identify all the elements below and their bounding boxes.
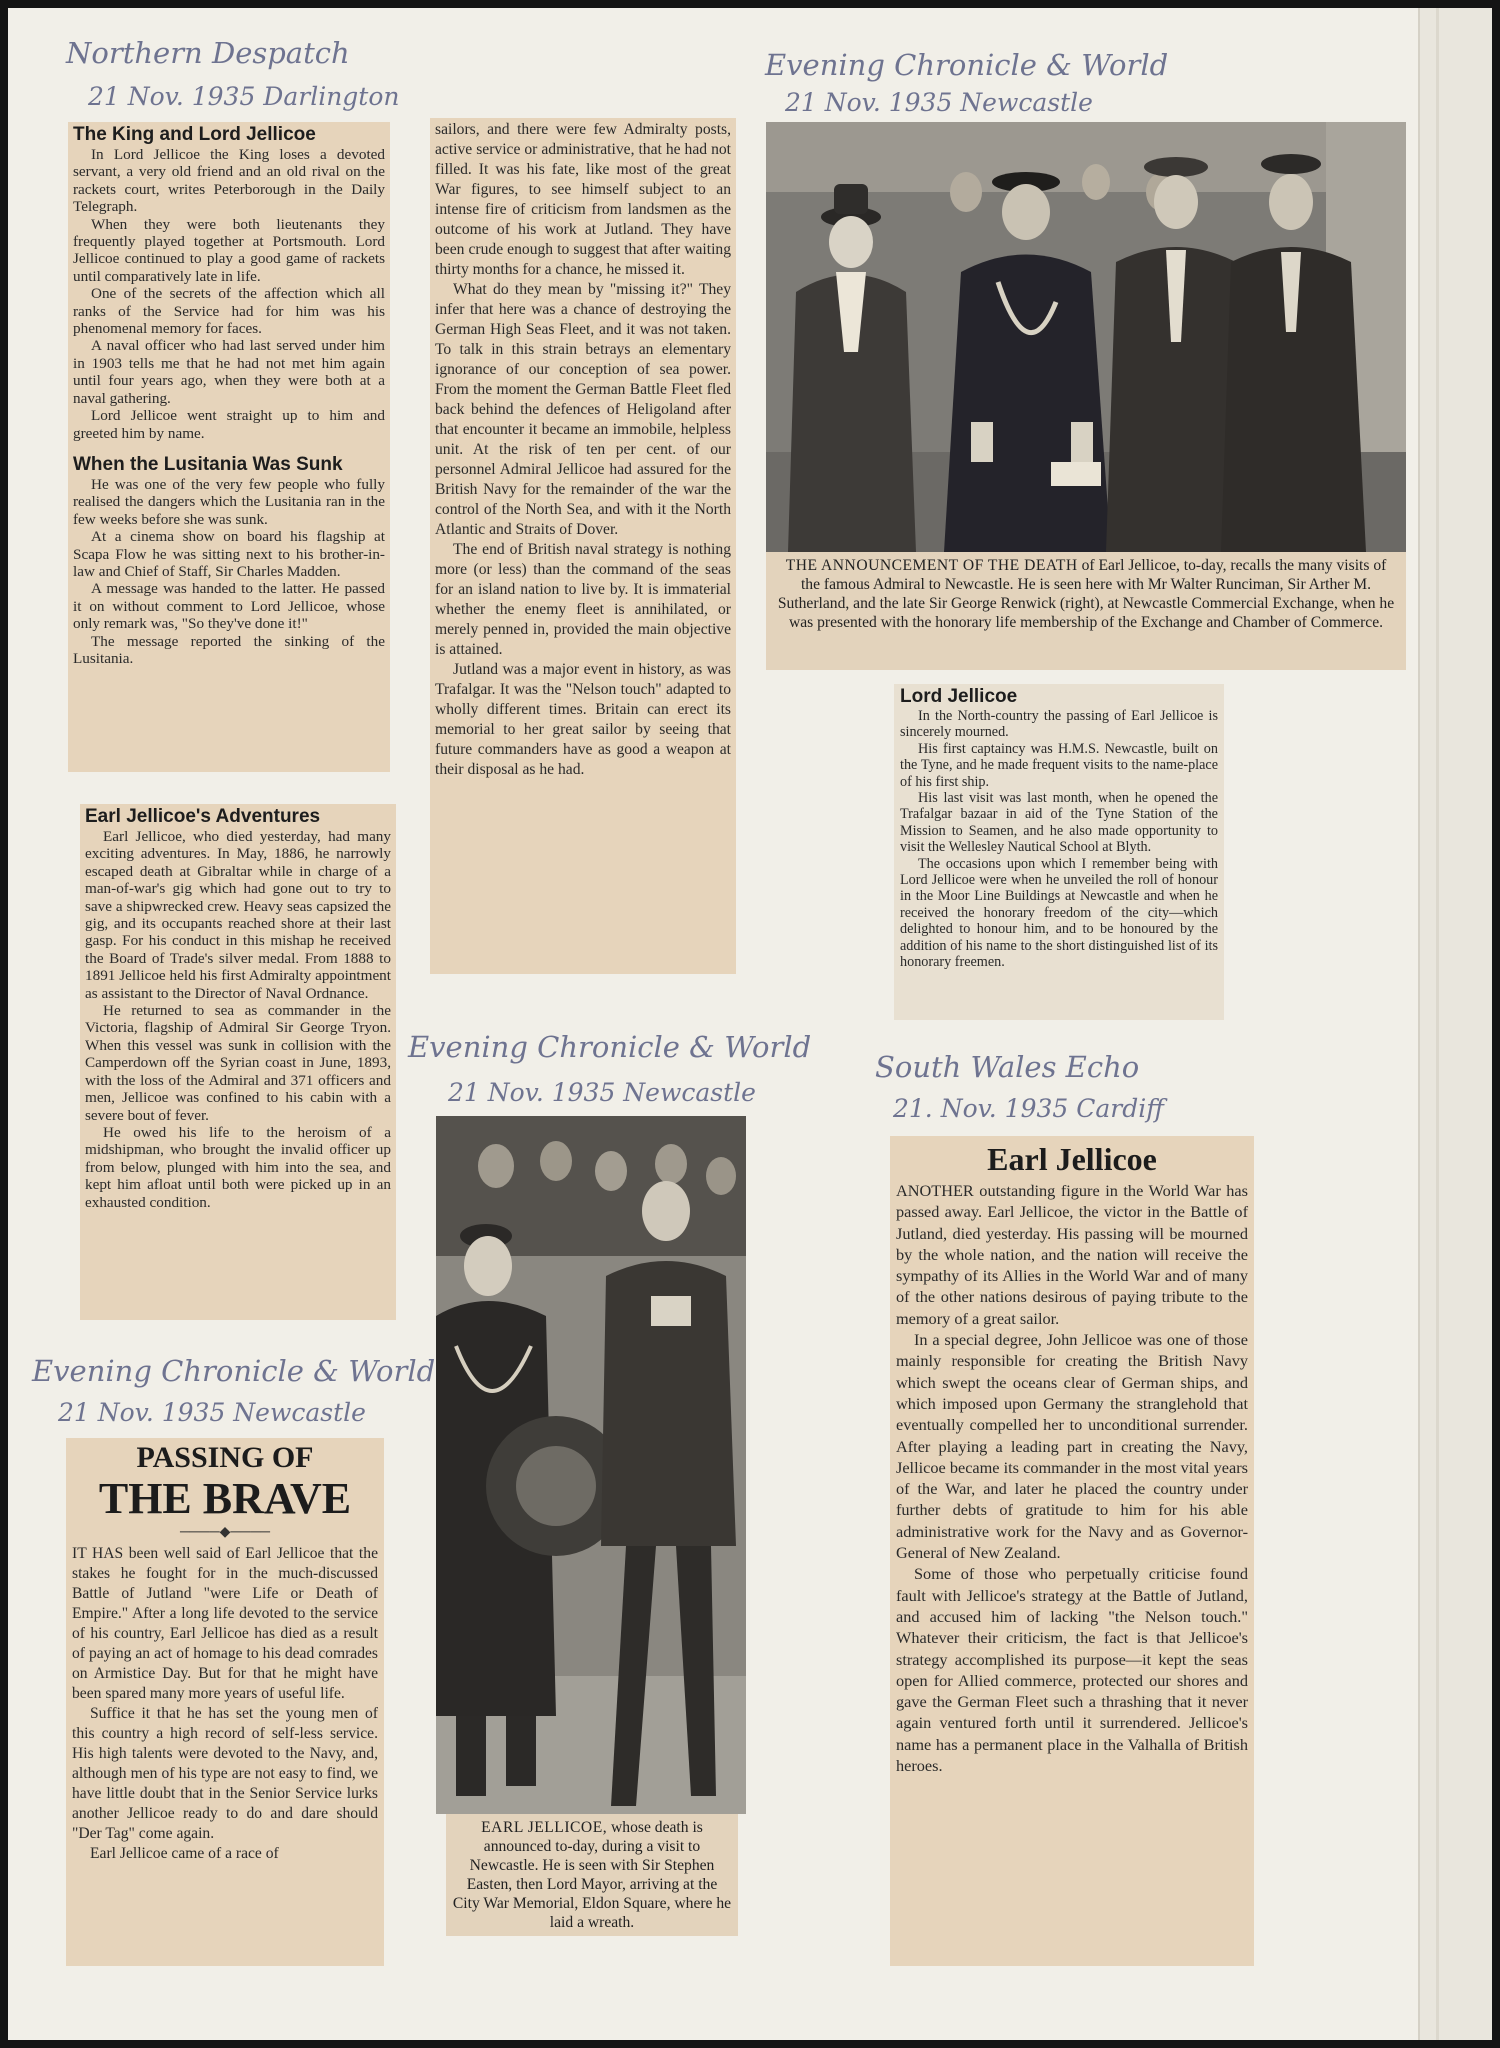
paragraph: A naval officer who had last served under him in 1903 tells me that he had not met him again until four years ago, when they were both at a naval gathering. [73, 337, 385, 407]
caption-war-memorial [446, 1814, 738, 1936]
caption-lead: THE ANNOUNCEMENT OF THE DEATH [785, 557, 1078, 574]
paragraph: His last visit was last month, when he opened the Trafalgar bazaar in aid of the Tyne Station of the Mission to Seamen, and he also made opportunity to visit the Wellesley Nautical School at Blyth. [900, 790, 1218, 856]
clipping-lord-jellicoe [894, 684, 1224, 1020]
headline-the-brave: THE BRAVE [98, 1474, 352, 1523]
paragraph: In Lord Jellicoe the King loses a devoted servant, a very old friend and an old rival on the rackets court, writes Peterborough in the Daily Telegraph. [73, 146, 385, 216]
caption-photo-exchange [766, 552, 1406, 670]
clipping-south-wales-echo [890, 1136, 1254, 1966]
paragraph: The end of British naval strategy is nothing more (or less) than the command of the seas for an island nation to live by. It is immaterial whether the enemy fleet is annihilated, or merely penned in, provided the main objective is attained. [435, 541, 731, 658]
photo-exchange-image [766, 122, 1406, 552]
headline-lord-jellicoe: Lord Jellicoe [900, 686, 1018, 707]
paragraph: In a special degree, John Jellicoe was one of those mainly responsible for creating the British Navy which swept the oceans clear of German ships, and which imposed upon Germany the stranglehold that eventually compelled her to unconditional surrender. After playing a leading part in creating the Navy, Jellicoe became its commander in the most vital years of the War, and later he placed the country under further debts of gratitude to him for his able administrative work for the Navy and as Governor-General of New Zealand. [896, 1330, 1248, 1563]
paragraph: Some of those who perpetually criticise found fault with Jellicoe's strategy at the Battle of Jutland, and accused him of lacking "the Nelson touch." Whatever their criticism, the fact is that Jellicoe's strategy accomplished its purpose—it kept the seas open for Allied commerce, protected our shores and gave the German Fleet such a thrashing that it never again ventured forth until it surrendered. Jellicoe's name has a permanent place in the Valhalla of British heroes. [896, 1564, 1248, 1776]
paragraph: Jutland was a major event in history, as was Trafalgar. It was the "Nelson touch" adapted to wholly different times. Britain can erect its memorial to her great sailor by seeing that future commanders have as good a weapon at their disposal as he had. [435, 661, 731, 778]
paragraph: He owed his life to the heroism of a midshipman, who brought the invalid officer up from below, plunged with him into the sea, and kept him afloat until both were picked up in an exhausted condition. [85, 1123, 391, 1211]
clipping-king-and-jellicoe [68, 122, 390, 772]
paragraph: His first captaincy was H.M.S. Newcastle, built on the Tyne, and he made frequent visits to the name-place of his first ship. [900, 740, 1218, 790]
annotation-chronicle-left-date: 21 Nov. 1935 Newcastle [58, 1398, 366, 1427]
headline-earl-jellicoe: Earl Jellicoe [987, 1141, 1157, 1177]
annotation-south-wales: South Wales Echo [875, 1050, 1140, 1084]
paragraph: IT HAS been well said of Earl Jellicoe that the stakes he fought for in the much-discussed Battle of Jutland "were Life or Death of Empire." After a long life devoted to the service of his country, Earl Jellicoe has died as a result of paying an act of homage to his dead comrades on Armistice Day. But for that he might have been spared many more years of useful life. [72, 1545, 378, 1702]
headline-king: The King and Lord Jellicoe [73, 124, 316, 145]
paragraph: In the North-country the passing of Earl Jellicoe is sincerely mourned. [900, 708, 1218, 741]
photo-war-memorial-image [436, 1116, 746, 1814]
paragraph: The message reported the sinking of the Lusitania. [73, 632, 385, 667]
annotation-chronicle-mid-date: 21 Nov. 1935 Newcastle [448, 1078, 756, 1107]
clipping-adventures [80, 804, 396, 1320]
paragraph: He was one of the very few people who fully realised the dangers which the Lusitania ran in the few weeks before she was sunk. [73, 475, 385, 528]
caption-lead: EARL JELLICOE, [481, 1819, 608, 1836]
decorative-rule: ────◆──── [179, 1525, 271, 1540]
annotation-south-wales-date: 21. Nov. 1935 Cardiff [893, 1094, 1164, 1123]
headline-passing-of: PASSING OF [136, 1441, 314, 1474]
photo-war-memorial [436, 1116, 746, 1814]
clipping-passing-of-the-brave [66, 1438, 384, 1966]
subheadline-lusitania: When the Lusitania Was Sunk [73, 453, 343, 475]
paragraph: Earl Jellicoe came of a race of [90, 1845, 279, 1862]
annotation-northern-date: 21 Nov. 1935 Darlington [88, 82, 400, 111]
annotation-chronicle-mid: Evening Chronicle & World [408, 1030, 812, 1064]
paragraph: Suffice it that he has set the young men of this country a high record of self-less service. His high talents were devoted to the Navy, and, although men of his type are not easy to find, we have little doubt that in the Senior Service lurks another Jellicoe ready to do and dare should "Der Tag" come again. [72, 1705, 378, 1842]
paragraph: Earl Jellicoe, who died yesterday, had many exciting adventures. In May, 1886, he narrowly escaped death at Gibraltar while in charge of a man-of-war's gig which had gone out to try to save a shipwrecked crew. Heavy seas capsized the gig, and its occupants reached shore at their last gasp. For his conduct in this mishap he received the Board of Trade's silver medal. From 1888 to 1891 Jellicoe held his first Admiralty appointment as assistant to the Director of Naval Ordnance. [85, 828, 391, 1002]
annotation-chronicle-top: Evening Chronicle & World [765, 48, 1169, 82]
annotation-chronicle-left: Evening Chronicle & World [32, 1354, 436, 1388]
paragraph: When they were both lieutenants they frequently played together at Portsmouth. Lord Jellicoe continued to play a good game of rackets until comparatively late in life. [73, 215, 385, 285]
paragraph: The occasions upon which I remember being with Lord Jellicoe were when he unveiled the roll of honour in the Moor Line Buildings at Newcastle and when he received the honorary freedom of the city—which delighted to honour him, and to be honoured by the addition of his name to the short distinguished list of its honorary freemen. [900, 855, 1218, 971]
annotation-northern-despatch: Northern Despatch [66, 36, 350, 70]
paragraph: He returned to sea as commander in the Victoria, flagship of Admiral Sir George Tryon. When this vessel was sunk in collision with the Camperdown off the Syrian coast in June, 1893, with the loss of the Admiral and 371 officers and men, Jellicoe was confined to his cabin with a severe bout of fever. [85, 1002, 391, 1124]
paragraph: ANOTHER outstanding figure in the World War has passed away. Earl Jellicoe, the victor in the Battle of Jutland, died yesterday. His passing will be mourned by the whole nation, and the nation will receive the sympathy of its Allies in the World War and of many of the other nations desirous of paying tribute to the memory of a great sailor. [896, 1181, 1248, 1328]
headline-adventures: Earl Jellicoe's Adventures [85, 806, 321, 827]
paragraph: One of the secrets of the affection which all ranks of the Service had for him was his phenomenal memory for faces. [73, 285, 385, 338]
paragraph: Lord Jellicoe went straight up to him and greeted him by name. [73, 407, 385, 442]
page-edge [1418, 8, 1492, 2040]
paragraph: A message was handed to the latter. He passed it on without comment to Lord Jellicoe, whose only remark was, "So they've done it!" [73, 580, 385, 633]
annotation-chronicle-top-date: 21 Nov. 1935 Newcastle [785, 88, 1093, 117]
paragraph: sailors, and there were few Admiralty posts, active service or administrative, that he had not filled. It was his fate, like most of the great War figures, to see himself subject to an intense fire of criticism from landsmen as the outcome of his work at Jutland. They have been crude enough to suggest that after waiting thirty months for a chance, he missed it. [435, 121, 731, 278]
caption-text: whose death is announced to-day, during a visit to Newcastle. He is seen with Sir Stephen Easten, then Lord Mayor, arriving at the City War Memorial, Eldon Square, where he laid a wreath. [452, 1819, 732, 1931]
paragraph: What do they mean by "missing it?" They infer that here was a chance of destroying the German High Seas Fleet, and it was not taken. To talk in this strain betrays an elementary ignorance of our conception of sea power. From the moment the German Battle Fleet fled back behind the defences of Heligoland after that encounter it became an immobile, helpless unit. At the risk of ten per cent. of our personnel Admiral Jellicoe had assured for the British Navy for the remainder of the war the control of the North Sea, and with it the North Atlantic and Straits of Dover. [435, 281, 731, 538]
photo-exchange-group [766, 122, 1406, 552]
paragraph: At a cinema show on board his flagship at Scapa Flow he was sitting next to his brother-in-law and Chief of Staff, Sir Charles Madden. [73, 528, 385, 580]
clipping-naval-strategy [430, 118, 736, 974]
caption-text: of Earl Jellicoe, to-day, recalls the many visits of the famous Admiral to Newcastle. He is seen here with Mr Walter Runciman, Sir Arther M. Sutherland, and the late Sir George Renwick (right), at Newcastle Commercial Exchange, when he was presented with the honorary life membership of the Exchange and Chamber of Commerce. [777, 557, 1395, 631]
page-edge-line [1436, 8, 1439, 2040]
